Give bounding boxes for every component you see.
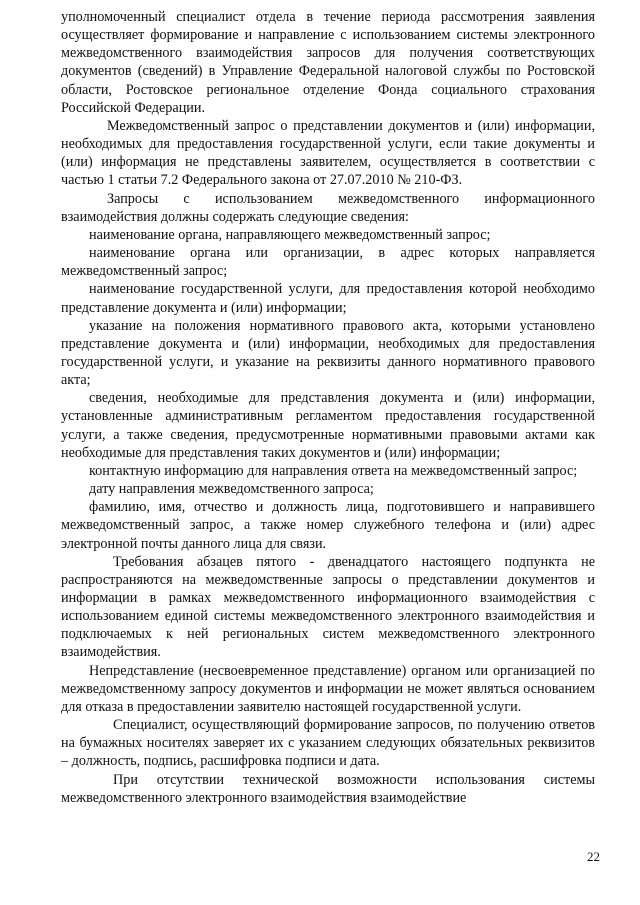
paragraph-interagency-request: Межведомственный запрос о представлении документов и (или) информации, необходимых для предоставления государственной услуги, если такие документы и (или) информация не представлены заявителем, осуществляется в соответствии с частью 1 статьи 7.2 Федерального закона от 27.07.2010 № 210-ФЗ.: [61, 117, 595, 189]
paragraph-requirements-exception: Требования абзацев пятого - двенадцатого настоящего подпункта не распространяются на межведомственные запросы о представлении документов и информации в рамках межведомственного информационного взаимодействия с использованием единой системы межведомственного электронного взаимодействия и подключаемых к ней региональных систем межведомственного электронного взаимодействия.: [61, 553, 595, 661]
paragraph-request-requirements: Запросы с использованием межведомственного информационного взаимодействия должны содержать следующие сведения:: [61, 190, 595, 225]
list-item-request-date: дату направления межведомственного запроса;: [89, 481, 374, 498]
list-item-contact-information: контактную информацию для направления ответа на межведомственный запрос;: [89, 462, 578, 479]
list-item-service-name: наименование государственной услуги, для предоставления которой необходимо представление документа и (или) информации;: [61, 281, 595, 316]
document-page: [61, 8, 595, 807]
page-number: 22: [587, 849, 600, 864]
list-item-responsible-person: фамилию, имя, отчество и должность лица, подготовившего и направившего межведомственный запрос, а также номер служебного телефона и (или) адрес электронной почты данного лица для связи.: [61, 499, 595, 552]
paragraph-technical-impossibility: При отсутствии технической возможности использования системы межведомственного электронного взаимодействия взаимодействие: [61, 771, 595, 806]
list-item-authority-name: наименование органа, направляющего межведомственный запрос;: [89, 226, 491, 243]
list-item-legal-act: указание на положения нормативного правового акта, которыми установлено представление документа и (или) информации, необходимых для предоставления государственной услуги, и указание на реквизиты данного нормативного правового акта;: [61, 317, 595, 389]
paragraph-non-submission: Непредставление (несвоевременное представление) органом или организацией по межведомственному запросу документов и информации не может являться основанием для отказа в предоставлении заявителю настоящей государственной услуги.: [61, 662, 595, 715]
paragraph-specialist-certification: Специалист, осуществляющий формирование запросов, по получению ответов на бумажных носителях заверяет их с указанием следующих обязательных реквизитов – должность, подпись, расшифровка подписи и дата.: [61, 717, 595, 770]
list-item-required-information: сведения, необходимые для представления документа и (или) информации, установленные административным регламентом предоставления государственной услуги, а также сведения, предусмотренные нормативными правовыми актами как необходимые для представления таких документов и (или) информации;: [61, 390, 595, 461]
paragraph-request-formation: уполномоченный специалист отдела в течение периода рассмотрения заявления осуществляет формирование и направление с использованием системы электронного межведомственного взаимодействия запросов для получения соответствующих документов (сведений) в Управление Федеральной налоговой службы по Ростовской области, Ростовское региональное отделение Фонда социального страхования Российской Федерации.: [61, 9, 595, 116]
list-item-recipient-name: наименование органа или организации, в адрес которых направляется межведомственный запрос;: [61, 245, 595, 280]
